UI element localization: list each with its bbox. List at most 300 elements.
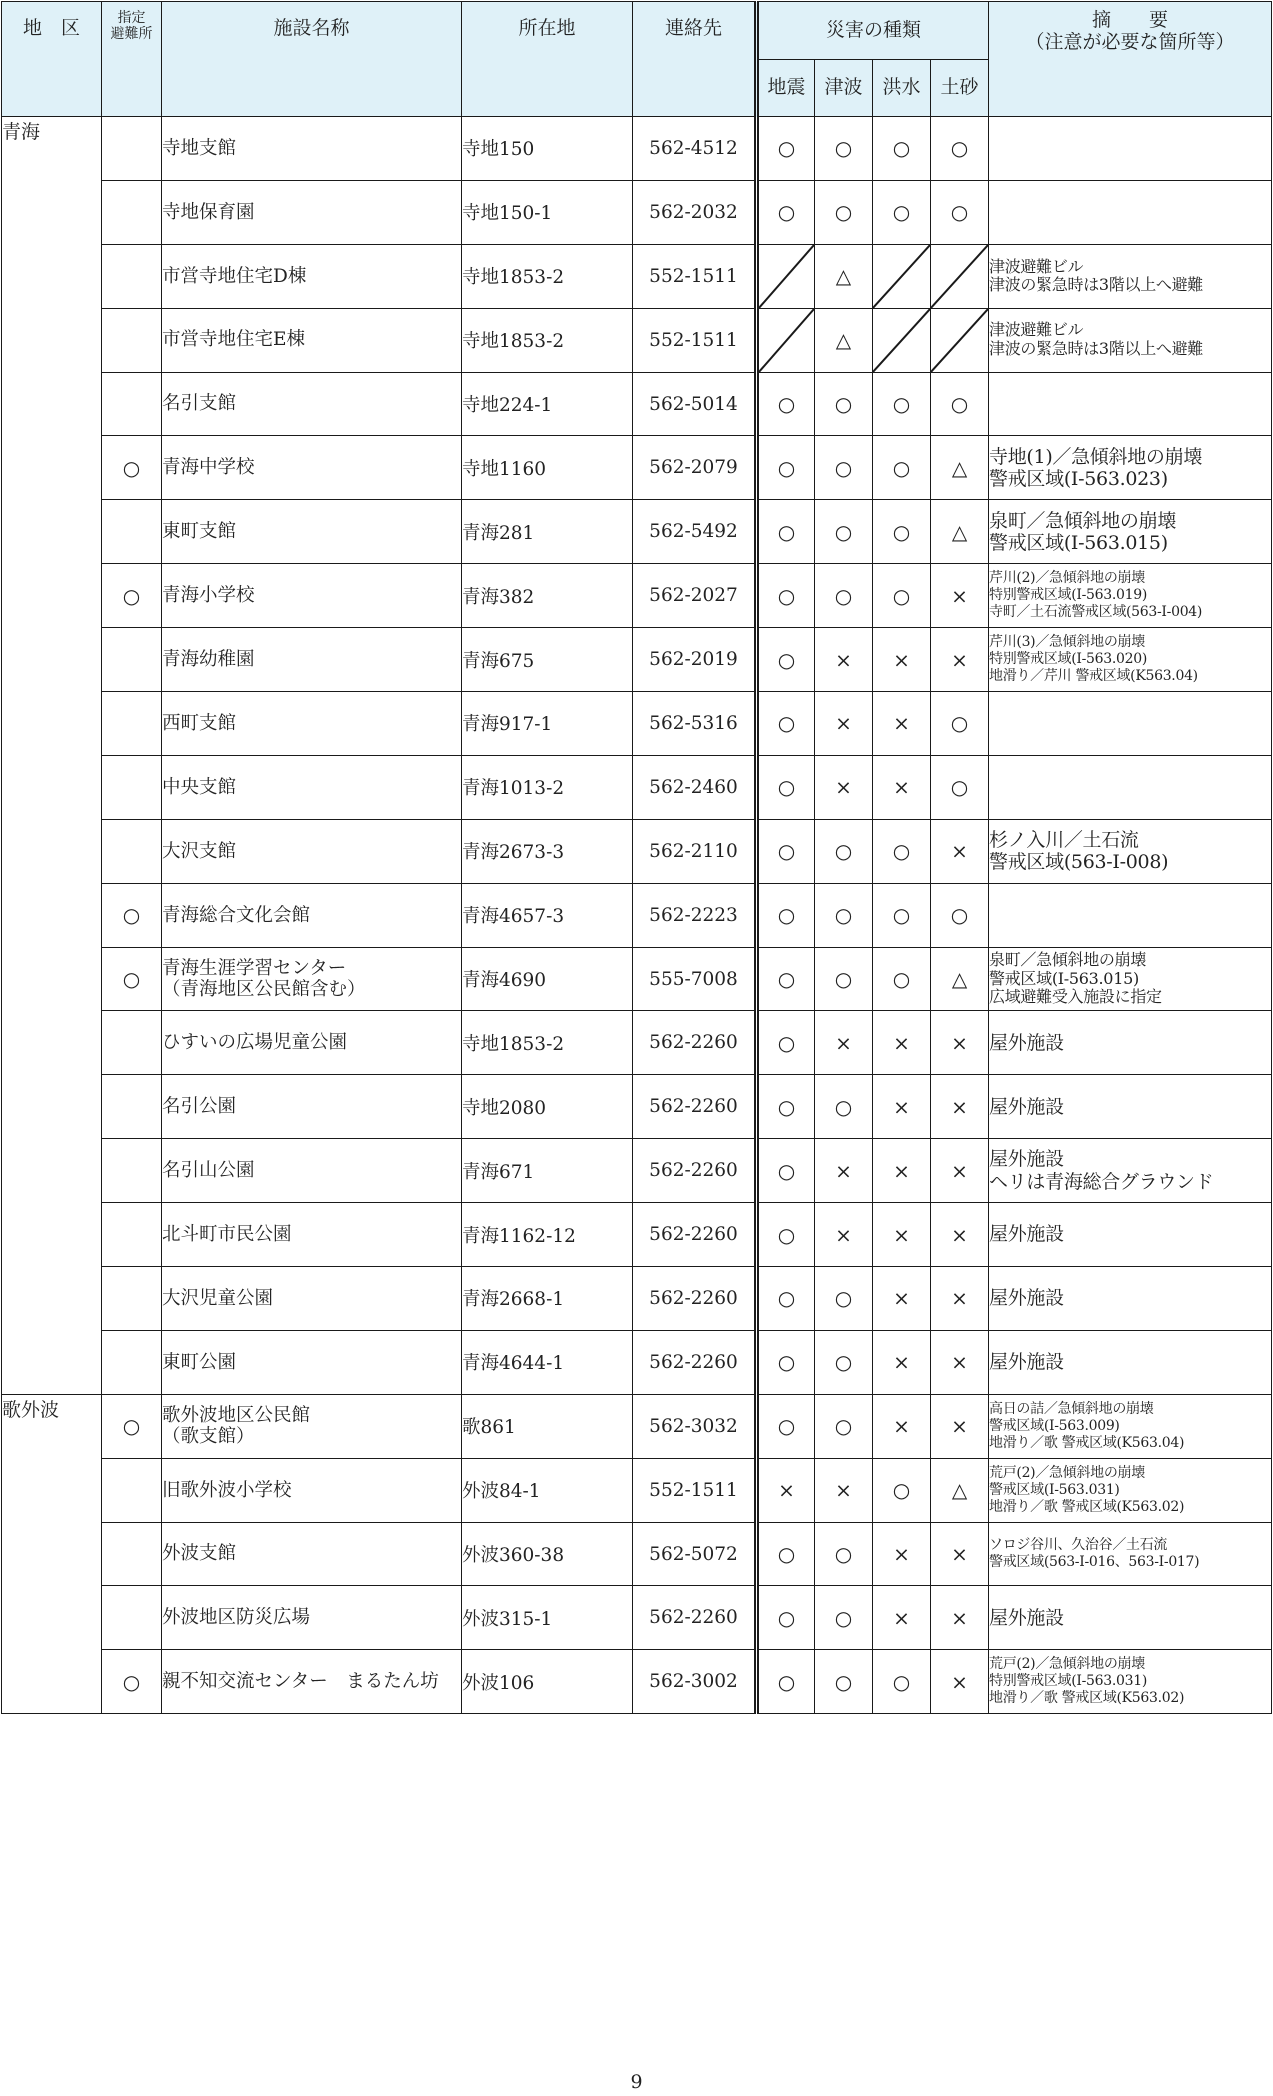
cell-flood: × <box>873 1011 931 1075</box>
note-line: 地滑り／歌 警戒区域(K563.04) <box>989 1434 1185 1451</box>
cell-tsunami: × <box>815 692 873 756</box>
table-row <box>2 1586 1272 1650</box>
table-row <box>2 564 1272 628</box>
cell-address: 寺地1853-2 <box>462 308 633 372</box>
cell-address: 寺地224-1 <box>462 372 633 436</box>
cell-contact: 562-2079 <box>633 436 757 500</box>
cell-flood: × <box>873 1139 931 1203</box>
cell-landslide: ○ <box>931 883 989 947</box>
cell-facility-name <box>162 1075 462 1139</box>
cell-landslide: ○ <box>931 755 989 819</box>
cell-flood: × <box>873 1267 931 1331</box>
cell-designated-shelter <box>102 1458 162 1522</box>
note-line: 寺町／土石流警戒区域(563-I-004) <box>989 604 1203 621</box>
cell-contact: 552-1511 <box>633 244 757 308</box>
cell-designated-shelter <box>102 1203 162 1267</box>
cell-tsunami: △ <box>815 244 873 308</box>
cell-address: 青海1162-12 <box>462 1203 633 1267</box>
cell-contact: 562-2260 <box>633 1011 757 1075</box>
cell-facility-name <box>162 500 462 564</box>
cell-landslide: × <box>931 1267 989 1331</box>
cell-flood: ○ <box>873 500 931 564</box>
table-row <box>2 1458 1272 1522</box>
cell-designated-shelter <box>102 180 162 244</box>
cell-landslide <box>931 244 989 308</box>
note-line: 地滑り／芹川 警戒区域(K563.04) <box>989 668 1198 685</box>
note-line: 芹川(2)／急傾斜地の崩壊 <box>989 570 1145 587</box>
table-row <box>2 1011 1272 1075</box>
facility-name-line: ひすいの広場児童公園 <box>162 1032 348 1054</box>
cell-facility-name <box>162 1203 462 1267</box>
cell-facility-name <box>162 1522 462 1586</box>
table-row <box>2 308 1272 372</box>
facility-name-line: 西町支館 <box>162 712 237 734</box>
cell-designated-shelter <box>102 819 162 883</box>
cell-notes <box>989 947 1272 1011</box>
facility-name-line: 歌外波地区公民館 <box>162 1404 311 1426</box>
facility-name-line: 中央支館 <box>162 776 237 798</box>
cell-earthquake <box>757 308 815 372</box>
table-row <box>2 1522 1272 1586</box>
cell-earthquake: ○ <box>757 180 815 244</box>
cell-designated-shelter <box>102 755 162 819</box>
cell-facility-name <box>162 1458 462 1522</box>
not-applicable-slash <box>759 309 814 372</box>
header-area: 地 区 <box>2 2 102 117</box>
cell-earthquake: ○ <box>757 1139 815 1203</box>
cell-address: 外波360-38 <box>462 1522 633 1586</box>
table-row <box>2 244 1272 308</box>
cell-tsunami: ○ <box>815 819 873 883</box>
cell-facility-name <box>162 1650 462 1714</box>
cell-earthquake: ○ <box>757 755 815 819</box>
cell-facility-name <box>162 947 462 1011</box>
cell-designated-shelter <box>102 692 162 756</box>
note-line: 津波避難ビル <box>989 320 1084 340</box>
facility-name-line: 青海幼稚園 <box>162 648 255 670</box>
cell-landslide: × <box>931 1011 989 1075</box>
cell-notes <box>989 1075 1272 1139</box>
cell-landslide: × <box>931 819 989 883</box>
cell-facility-name <box>162 819 462 883</box>
cell-flood: ○ <box>873 1458 931 1522</box>
cell-notes <box>989 1011 1272 1075</box>
header-designated: 指定 避難所 <box>102 2 162 117</box>
facility-name-line: 寺地支館 <box>162 137 237 159</box>
cell-address: 青海4690 <box>462 947 633 1011</box>
cell-landslide: × <box>931 1330 989 1394</box>
note-line: 警戒区域(563-I-016、563-I-017) <box>989 1554 1200 1571</box>
table-row <box>2 628 1272 692</box>
cell-notes <box>989 819 1272 883</box>
facility-name-line: 青海中学校 <box>162 457 255 479</box>
note-line: 警戒区域(I-563.015) <box>989 968 1139 988</box>
cell-tsunami: ○ <box>815 1522 873 1586</box>
note-line: 寺地(1)／急傾斜地の崩壊 <box>989 445 1203 468</box>
cell-flood: × <box>873 1330 931 1394</box>
cell-contact: 552-1511 <box>633 1458 757 1522</box>
cell-tsunami: ○ <box>815 500 873 564</box>
cell-address: 寺地2080 <box>462 1075 633 1139</box>
cell-tsunami: ○ <box>815 1267 873 1331</box>
note-line: 杉ノ入川／土石流 <box>989 829 1139 852</box>
cell-notes <box>989 564 1272 628</box>
cell-flood: × <box>873 1203 931 1267</box>
facility-name-line: 青海小学校 <box>162 585 255 607</box>
cell-designated-shelter: ○ <box>102 436 162 500</box>
cell-notes <box>989 692 1272 756</box>
cell-designated-shelter <box>102 1522 162 1586</box>
cell-designated-shelter <box>102 628 162 692</box>
cell-facility-name <box>162 1011 462 1075</box>
table-row <box>2 1330 1272 1394</box>
cell-notes <box>989 1586 1272 1650</box>
facility-name-line: 名引公園 <box>162 1096 237 1118</box>
cell-contact: 562-2260 <box>633 1139 757 1203</box>
cell-notes <box>989 1139 1272 1203</box>
cell-flood: ○ <box>873 436 931 500</box>
cell-flood: × <box>873 628 931 692</box>
cell-tsunami: ○ <box>815 1330 873 1394</box>
cell-notes <box>989 1650 1272 1714</box>
facility-name-line: 大沢支館 <box>162 840 237 862</box>
cell-facility-name <box>162 755 462 819</box>
cell-contact: 562-3002 <box>633 1650 757 1714</box>
cell-tsunami: × <box>815 1458 873 1522</box>
note-line: 警戒区域(I-563.023) <box>989 467 1168 490</box>
cell-notes <box>989 372 1272 436</box>
cell-designated-shelter <box>102 117 162 181</box>
facility-name-line: 東町公園 <box>162 1351 237 1373</box>
header-earthquake: 地震 <box>757 60 815 117</box>
cell-landslide: ○ <box>931 117 989 181</box>
evacuation-shelter-table <box>1 1 1272 1714</box>
cell-contact: 562-2110 <box>633 819 757 883</box>
cell-facility-name <box>162 1330 462 1394</box>
cell-contact: 562-2032 <box>633 180 757 244</box>
cell-facility-name <box>162 117 462 181</box>
cell-contact: 562-2260 <box>633 1330 757 1394</box>
note-line: 地滑り／歌 警戒区域(K563.02) <box>989 1690 1185 1707</box>
cell-landslide: × <box>931 1075 989 1139</box>
facility-name-line: 名引支館 <box>162 393 237 415</box>
cell-flood: ○ <box>873 180 931 244</box>
cell-flood: ○ <box>873 117 931 181</box>
cell-address: 寺地150 <box>462 117 633 181</box>
cell-notes <box>989 308 1272 372</box>
cell-tsunami: × <box>815 1139 873 1203</box>
note-line: 泉町／急傾斜地の崩壊 <box>989 509 1177 532</box>
cell-tsunami: ○ <box>815 180 873 244</box>
table-row <box>2 1394 1272 1458</box>
cell-earthquake: ○ <box>757 1394 815 1458</box>
cell-flood: ○ <box>873 883 931 947</box>
cell-designated-shelter <box>102 1586 162 1650</box>
cell-notes <box>989 1458 1272 1522</box>
cell-earthquake: ○ <box>757 1011 815 1075</box>
cell-address: 青海671 <box>462 1139 633 1203</box>
cell-notes <box>989 436 1272 500</box>
cell-tsunami: ○ <box>815 436 873 500</box>
cell-landslide: × <box>931 1586 989 1650</box>
note-line: 芹川(3)／急傾斜地の崩壊 <box>989 633 1145 650</box>
facility-name-line: 青海生涯学習センター <box>162 957 347 979</box>
cell-facility-name <box>162 436 462 500</box>
note-line: 屋外施設 <box>989 1148 1064 1171</box>
table-row <box>2 1267 1272 1331</box>
note-line: ヘリは青海総合グラウンド <box>989 1170 1214 1193</box>
cell-address: 外波84-1 <box>462 1458 633 1522</box>
cell-contact: 555-7008 <box>633 947 757 1011</box>
cell-earthquake: ○ <box>757 117 815 181</box>
cell-flood: ○ <box>873 1650 931 1714</box>
note-line: 特別警戒区域(I-563.019) <box>989 587 1147 604</box>
note-line: 高日の詰／急傾斜地の崩壊 <box>989 1400 1154 1417</box>
header-facility-name: 施設名称 <box>162 2 462 117</box>
cell-contact: 562-2260 <box>633 1267 757 1331</box>
table-row <box>2 436 1272 500</box>
note-line: 特別警戒区域(I-563.031) <box>989 1673 1147 1690</box>
cell-address: 歌861 <box>462 1394 633 1458</box>
not-applicable-slash <box>931 245 988 308</box>
cell-flood: × <box>873 692 931 756</box>
cell-landslide: × <box>931 1139 989 1203</box>
header-contact: 連絡先 <box>633 2 757 117</box>
cell-designated-shelter <box>102 500 162 564</box>
table-row <box>2 692 1272 756</box>
facility-name-line: 外波支館 <box>162 1543 237 1565</box>
cell-contact: 562-2260 <box>633 1203 757 1267</box>
cell-contact: 562-5316 <box>633 692 757 756</box>
cell-facility-name <box>162 1394 462 1458</box>
cell-earthquake: ○ <box>757 947 815 1011</box>
cell-facility-name <box>162 244 462 308</box>
cell-contact: 562-2260 <box>633 1075 757 1139</box>
not-applicable-slash <box>873 309 930 372</box>
cell-facility-name <box>162 308 462 372</box>
cell-flood: ○ <box>873 947 931 1011</box>
cell-tsunami: × <box>815 628 873 692</box>
facility-name-line: 親不知交流センター まるたん坊 <box>162 1671 439 1693</box>
cell-landslide: × <box>931 1650 989 1714</box>
cell-earthquake: ○ <box>757 436 815 500</box>
header-notes: 摘 要 （注意が必要な箇所等） <box>989 2 1272 117</box>
note-line: 警戒区域(I-563.031) <box>989 1481 1120 1498</box>
cell-designated-shelter: ○ <box>102 1650 162 1714</box>
cell-facility-name <box>162 1139 462 1203</box>
cell-tsunami: ○ <box>815 1394 873 1458</box>
facility-name-line: 外波地区防災広場 <box>162 1607 311 1629</box>
header-disaster-type: 災害の種類 <box>757 2 989 60</box>
cell-facility-name <box>162 1586 462 1650</box>
facility-name-line: （青海地区公民館含む） <box>162 979 366 1001</box>
cell-address: 寺地1853-2 <box>462 1011 633 1075</box>
note-line: 地滑り／歌 警戒区域(K563.02) <box>989 1498 1185 1515</box>
cell-earthquake: ○ <box>757 819 815 883</box>
note-line: 警戒区域(563-I-008) <box>989 851 1169 874</box>
cell-earthquake: ○ <box>757 564 815 628</box>
cell-landslide: △ <box>931 1458 989 1522</box>
cell-contact: 562-5492 <box>633 500 757 564</box>
cell-facility-name <box>162 1267 462 1331</box>
cell-designated-shelter: ○ <box>102 1394 162 1458</box>
page-number: 9 <box>630 2071 643 2093</box>
cell-flood: × <box>873 755 931 819</box>
cell-landslide: △ <box>931 500 989 564</box>
table-row <box>2 947 1272 1011</box>
cell-landslide: △ <box>931 947 989 1011</box>
table-row <box>2 883 1272 947</box>
facility-name-line: 東町支館 <box>162 521 237 543</box>
cell-designated-shelter <box>102 1011 162 1075</box>
cell-earthquake: × <box>757 1458 815 1522</box>
cell-notes <box>989 1267 1272 1331</box>
cell-contact: 562-5072 <box>633 1522 757 1586</box>
cell-notes <box>989 883 1272 947</box>
cell-address: 青海2673-3 <box>462 819 633 883</box>
cell-tsunami: △ <box>815 308 873 372</box>
cell-tsunami: ○ <box>815 947 873 1011</box>
table-row <box>2 755 1272 819</box>
cell-address: 青海4657-3 <box>462 883 633 947</box>
cell-flood: ○ <box>873 819 931 883</box>
cell-designated-shelter: ○ <box>102 883 162 947</box>
header-flood: 洪水 <box>873 60 931 117</box>
cell-earthquake: ○ <box>757 1522 815 1586</box>
cell-landslide <box>931 308 989 372</box>
note-line: 荒戸(2)／急傾斜地の崩壊 <box>989 1656 1145 1673</box>
cell-contact: 562-2260 <box>633 1586 757 1650</box>
cell-notes <box>989 1394 1272 1458</box>
cell-flood: × <box>873 1586 931 1650</box>
facility-name-line: 青海総合文化会館 <box>162 904 311 926</box>
cell-tsunami: ○ <box>815 564 873 628</box>
cell-designated-shelter <box>102 1267 162 1331</box>
cell-earthquake: ○ <box>757 372 815 436</box>
cell-contact: 562-2223 <box>633 883 757 947</box>
cell-earthquake: ○ <box>757 628 815 692</box>
cell-tsunami: ○ <box>815 372 873 436</box>
cell-landslide: × <box>931 1522 989 1586</box>
cell-facility-name <box>162 883 462 947</box>
cell-designated-shelter <box>102 372 162 436</box>
note-line: 屋外施設 <box>989 1351 1064 1374</box>
cell-contact: 552-1511 <box>633 308 757 372</box>
cell-earthquake: ○ <box>757 1650 815 1714</box>
cell-earthquake: ○ <box>757 500 815 564</box>
table-row <box>2 117 1272 181</box>
header-tsunami: 津波 <box>815 60 873 117</box>
cell-address: 青海382 <box>462 564 633 628</box>
cell-landslide: × <box>931 564 989 628</box>
cell-tsunami: ○ <box>815 1586 873 1650</box>
cell-contact: 562-2027 <box>633 564 757 628</box>
note-line: 津波の緊急時は3階以上へ避難 <box>989 339 1203 359</box>
note-line: 警戒区域(I-563.015) <box>989 531 1168 554</box>
note-line: 屋外施設 <box>989 1095 1064 1118</box>
header-landslide: 土砂 <box>931 60 989 117</box>
cell-address: 青海1013-2 <box>462 755 633 819</box>
cell-landslide: ○ <box>931 180 989 244</box>
cell-address: 寺地1160 <box>462 436 633 500</box>
cell-address: 寺地150-1 <box>462 180 633 244</box>
cell-notes <box>989 244 1272 308</box>
cell-earthquake <box>757 244 815 308</box>
cell-flood: × <box>873 1075 931 1139</box>
header-address: 所在地 <box>462 2 633 117</box>
cell-flood <box>873 308 931 372</box>
cell-address: 外波315-1 <box>462 1586 633 1650</box>
shelter-table-container <box>1 1 1272 1714</box>
facility-name-line: 市営寺地住宅D棟 <box>162 265 307 287</box>
note-line: 警戒区域(I-563.009) <box>989 1417 1120 1434</box>
cell-contact: 562-2019 <box>633 628 757 692</box>
shelter-table-body <box>2 117 1272 1714</box>
cell-notes <box>989 755 1272 819</box>
cell-landslide: × <box>931 1394 989 1458</box>
cell-notes <box>989 1522 1272 1586</box>
table-row <box>2 372 1272 436</box>
facility-name-line: 旧歌外波小学校 <box>162 1479 292 1501</box>
note-line: 屋外施設 <box>989 1223 1064 1246</box>
cell-tsunami: ○ <box>815 1075 873 1139</box>
cell-designated-shelter <box>102 1330 162 1394</box>
cell-earthquake: ○ <box>757 1267 815 1331</box>
cell-earthquake: ○ <box>757 1075 815 1139</box>
note-line: 屋外施設 <box>989 1606 1064 1629</box>
table-row <box>2 1139 1272 1203</box>
cell-address: 青海675 <box>462 628 633 692</box>
cell-contact: 562-3032 <box>633 1394 757 1458</box>
note-line: ソロジ谷川、久治谷／土石流 <box>989 1536 1168 1553</box>
cell-designated-shelter <box>102 1139 162 1203</box>
cell-facility-name <box>162 372 462 436</box>
cell-flood: × <box>873 1522 931 1586</box>
cell-tsunami: × <box>815 755 873 819</box>
cell-flood: ○ <box>873 372 931 436</box>
cell-contact: 562-5014 <box>633 372 757 436</box>
cell-address: 青海917-1 <box>462 692 633 756</box>
cell-landslide: △ <box>931 436 989 500</box>
table-row <box>2 1203 1272 1267</box>
facility-name-line: 市営寺地住宅E棟 <box>162 329 306 351</box>
not-applicable-slash <box>931 309 988 372</box>
cell-notes <box>989 180 1272 244</box>
cell-designated-shelter <box>102 244 162 308</box>
table-row <box>2 819 1272 883</box>
cell-contact: 562-2460 <box>633 755 757 819</box>
facility-name-line: 大沢児童公園 <box>162 1287 274 1309</box>
cell-area: 歌外波 <box>2 1394 102 1713</box>
cell-landslide: × <box>931 628 989 692</box>
cell-earthquake: ○ <box>757 1330 815 1394</box>
cell-notes <box>989 1203 1272 1267</box>
cell-flood: × <box>873 1394 931 1458</box>
cell-tsunami: ○ <box>815 117 873 181</box>
cell-notes <box>989 117 1272 181</box>
note-line: 屋外施設 <box>989 1031 1064 1054</box>
cell-address: 青海2668-1 <box>462 1267 633 1331</box>
cell-earthquake: ○ <box>757 692 815 756</box>
note-line: 津波の緊急時は3階以上へ避難 <box>989 275 1203 295</box>
cell-address: 外波106 <box>462 1650 633 1714</box>
cell-facility-name <box>162 692 462 756</box>
cell-flood: ○ <box>873 564 931 628</box>
cell-notes <box>989 1330 1272 1394</box>
note-line: 屋外施設 <box>989 1287 1064 1310</box>
cell-area: 青海 <box>2 117 102 1395</box>
cell-earthquake: ○ <box>757 1586 815 1650</box>
